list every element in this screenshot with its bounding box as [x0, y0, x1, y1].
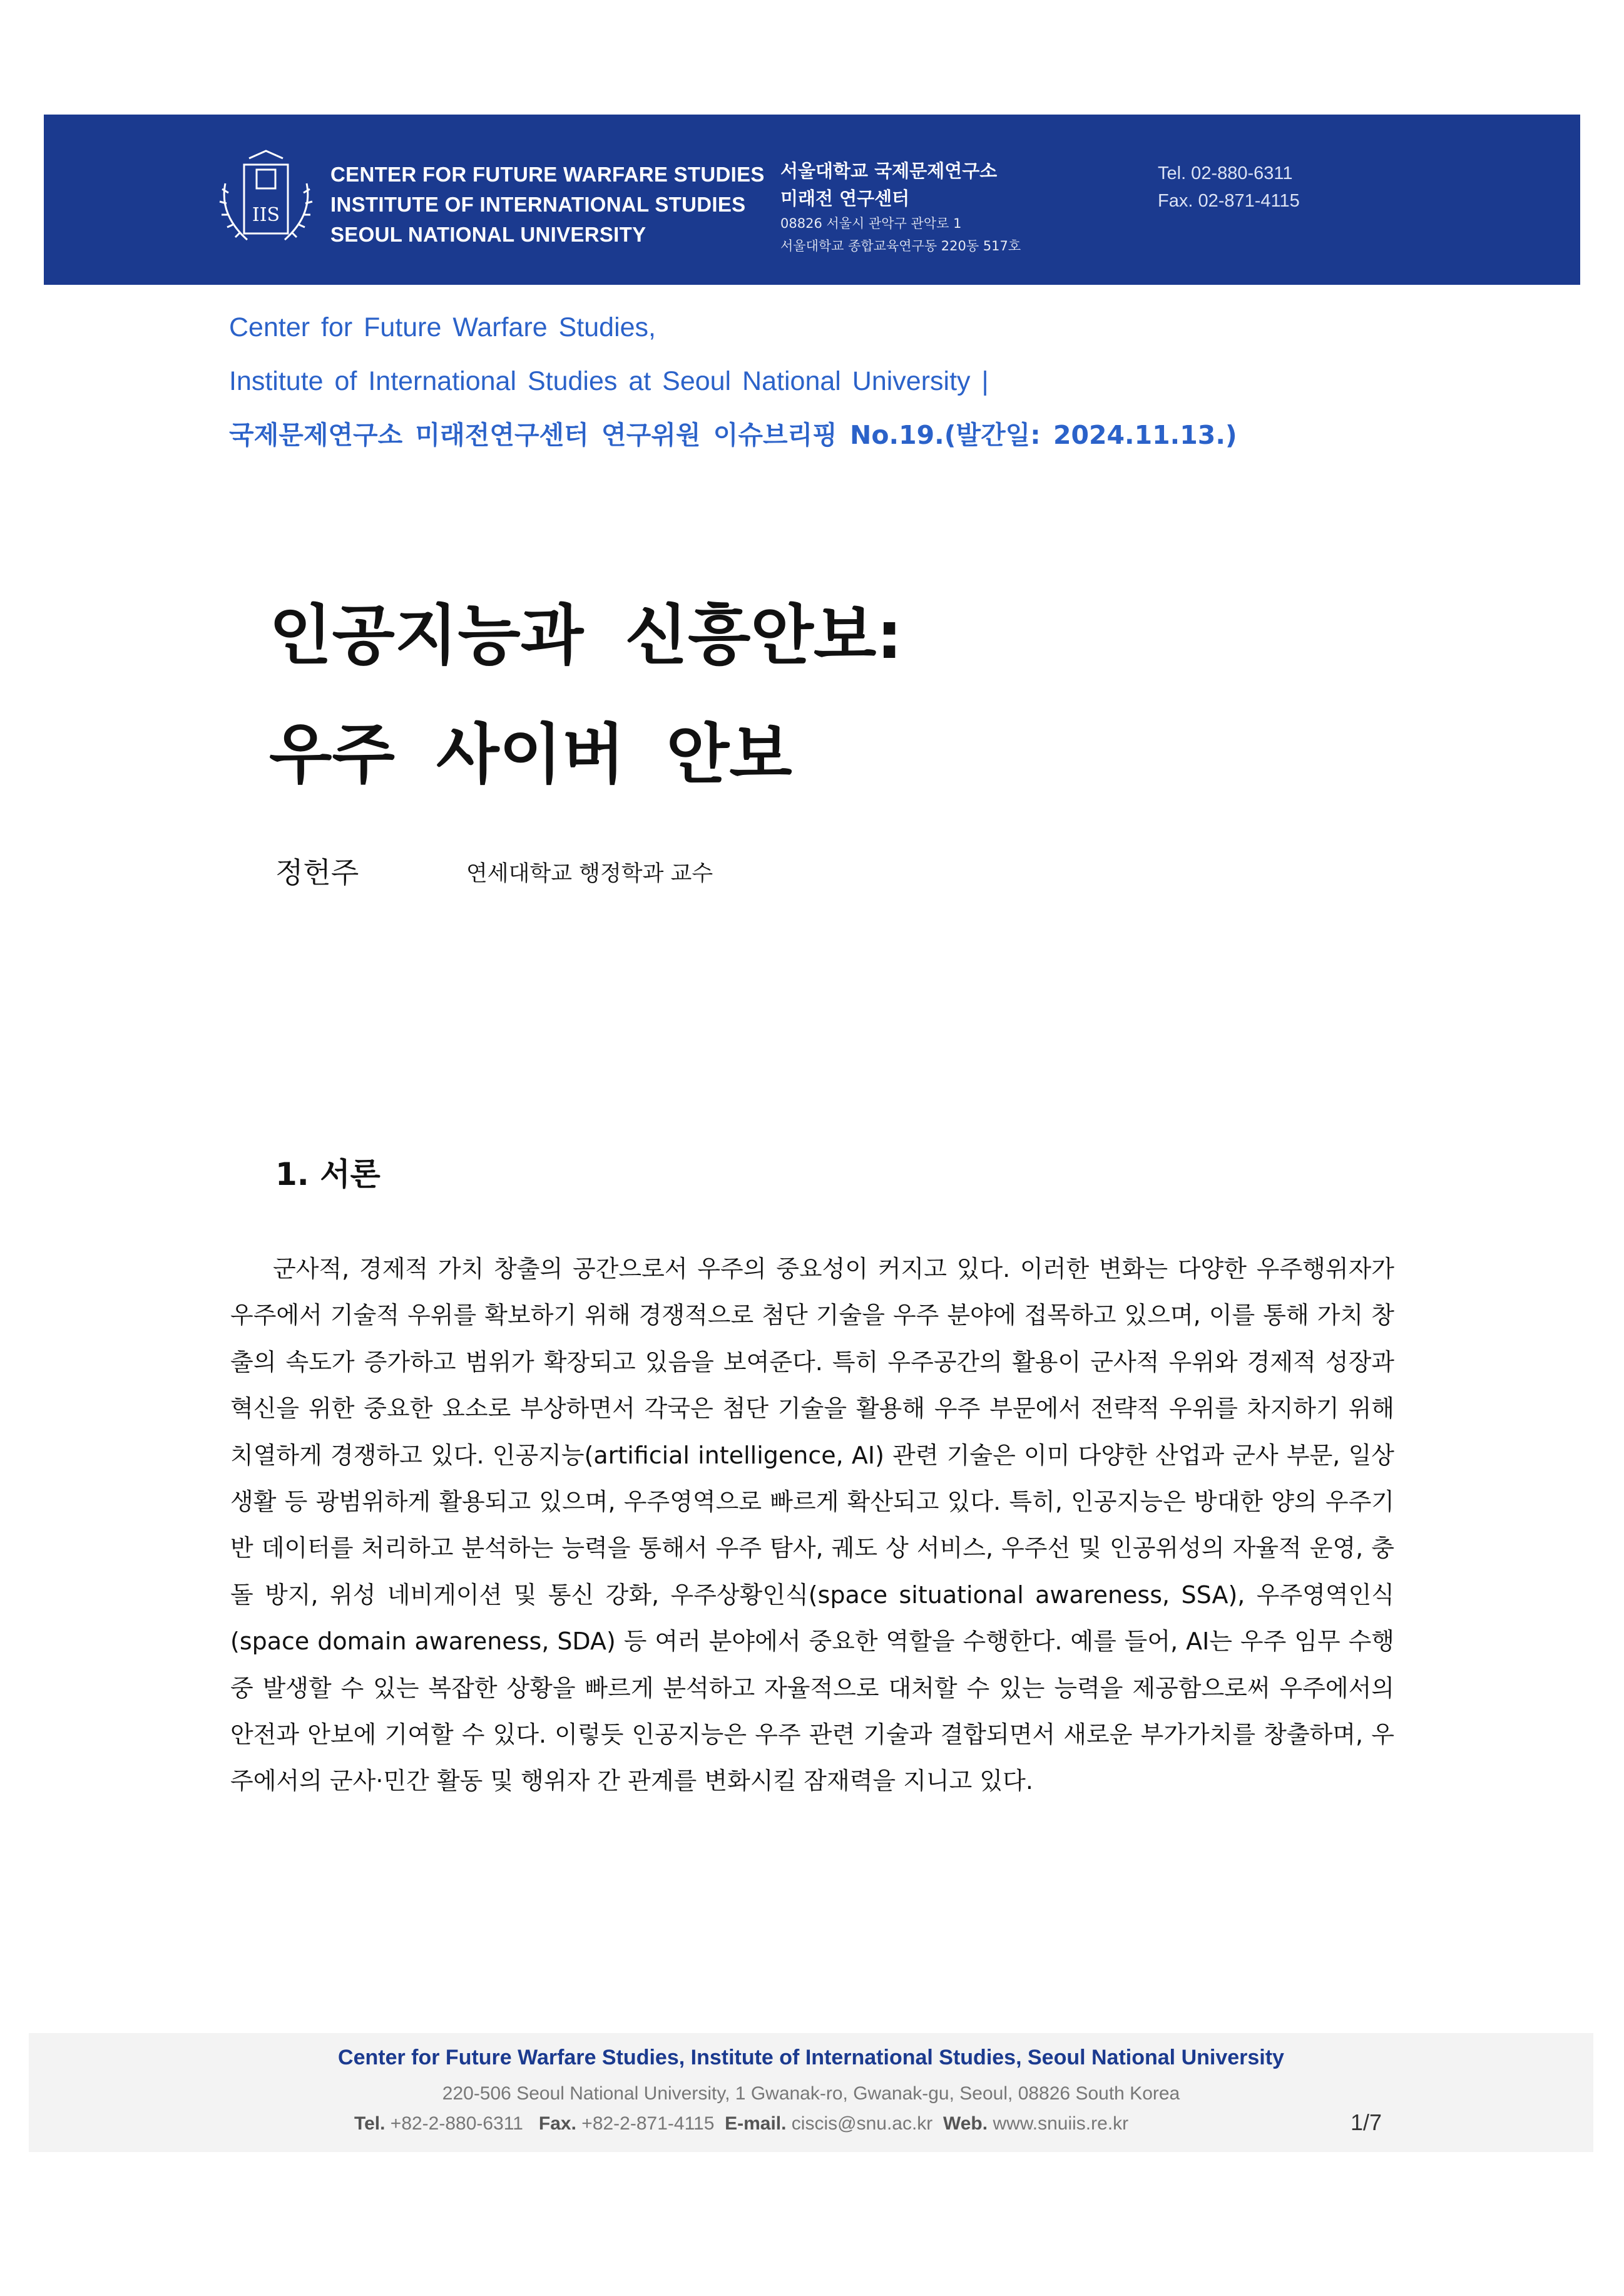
issue-info: [229, 300, 1237, 462]
header-band: [44, 115, 1580, 285]
header-en-line-1: CENTER FOR FUTURE WARFARE STUDIES: [330, 163, 765, 186]
iis-emblem-logo: [213, 146, 319, 246]
author-name: 정헌주: [275, 856, 359, 889]
header-institution-korean: [780, 157, 1021, 257]
header-kr-line-1: 서울대학교 국제문제연구소: [780, 160, 998, 182]
body-paragraph: 군사적, 경제적 가치 창출의 공간으로서 우주의 중요성이 커지고 있다. 이러한 변화는 다양한 우주행위자가 우주에서 기술적 우위를 확보하기 위해 경쟁적으로 첨단 기술을 우주 분야에 접목하고 있으며, 이를 통해 가치 창출의 속도가 증가하고 범위가 확장되고 있음을 보여준다. 특히 우주공간의 활용이 군사적 우위와 경제적 성장과 혁신을 위한 중요한 요소로 부상하면서 각국은 첨단 기술을 활용해 우주 부문에서 전략적 우위를 차지하기 위해 치열하게 경쟁하고 있다. 인공지능(artificial intelligence, AI) 관련 기술은 이미 다양한 산업과 군사 부문, 일상생활 등 광범위하게 활용되고 있으며, 우주영역으로 빠르게 확산되고 있다. 특히, 인공지능은 방대한 양의 우주기반 데이터를 처리하고 분석하는 능력을 통해서 우주 탐사, 궤도 상 서비스, 우주선 및 인공위성의 자율적 운영, 충돌 방지, 위성 네비게이션 및 통신 강화, 우주상황인식(space situational awareness, SSA), 우주영역인식(space domain awareness, SDA) 등 여러 분야에서 중요한 역할을 수행한다. 예를 들어, AI는 우주 임무 수행 중 발생할 수 있는 복잡한 상황을 빠르게 분석하고 자율적으로 대처할 수 있는 능력을 제공함으로써 우주에서의 안전과 안보에 기여할 수 있다. 이렇듯 인공지능은 우주 관련 기술과 결합되면서 새로운 부가가치를 창출하며, 우주에서의 군사·민간 활동 및 행위자 간 관계를 변화시킬 잠재력을 지니고 있다.: [230, 1255, 1394, 1795]
footer-tel: +82-2-880-6311: [390, 2113, 523, 2134]
issue-line-3: 국제문제연구소 미래전연구센터 연구위원 이슈브리핑 No.19.(발간일: 2024.11.13.): [229, 420, 1237, 450]
issue-line-2: Institute of International Studies at Seoul National University |: [229, 366, 989, 396]
footer: [29, 2033, 1593, 2152]
header-kr-line-2: 미래전 연구센터: [780, 188, 910, 209]
header-en-line-3: SEOUL NATIONAL UNIVERSITY: [330, 223, 646, 246]
issue-line-1: Center for Future Warfare Studies,: [229, 312, 656, 342]
author-affiliation: 연세대학교 행정학과 교수: [466, 861, 713, 886]
svg-text:IIS: IIS: [252, 204, 280, 226]
footer-org: Center for Future Warfare Studies, Institute of International Studies, Seoul National University: [338, 2046, 1284, 2069]
footer-email-label: E-mail.: [725, 2113, 787, 2134]
header-tel: Tel. 02-880-6311: [1158, 163, 1293, 183]
footer-address: 220-506 Seoul National University, 1 Gwanak-ro, Gwanak-gu, Seoul, 08826 South Korea: [442, 2083, 1180, 2104]
footer-contact: [354, 2113, 1128, 2135]
footer-web-label: Web.: [942, 2113, 988, 2134]
header-en-line-2: INSTITUTE OF INTERNATIONAL STUDIES: [330, 193, 746, 216]
title-line-1: 인공지능과 신흥안보:: [269, 597, 902, 674]
footer-web[interactable]: www.snuiis.re.kr: [993, 2113, 1129, 2134]
document-title: [269, 576, 902, 814]
footer-fax-label: Fax.: [538, 2113, 576, 2134]
page-number: 1/7: [1351, 2109, 1382, 2135]
header-address-1: 08826 서울시 관악구 관악로 1: [780, 216, 962, 231]
title-line-2: 우주 사이버 안보: [269, 716, 792, 792]
footer-tel-label: Tel.: [354, 2113, 386, 2134]
header-fax: Fax. 02-871-4115: [1158, 191, 1300, 211]
header-institution-english: [330, 160, 765, 250]
footer-fax: +82-2-871-4115: [581, 2113, 715, 2134]
footer-email[interactable]: ciscis@snu.ac.kr: [791, 2113, 933, 2134]
section-heading: 1. 서론: [275, 1156, 380, 1192]
header-contact: [1158, 160, 1300, 215]
header-address-2: 서울대학교 종합교육연구동 220동 517호: [780, 238, 1021, 254]
